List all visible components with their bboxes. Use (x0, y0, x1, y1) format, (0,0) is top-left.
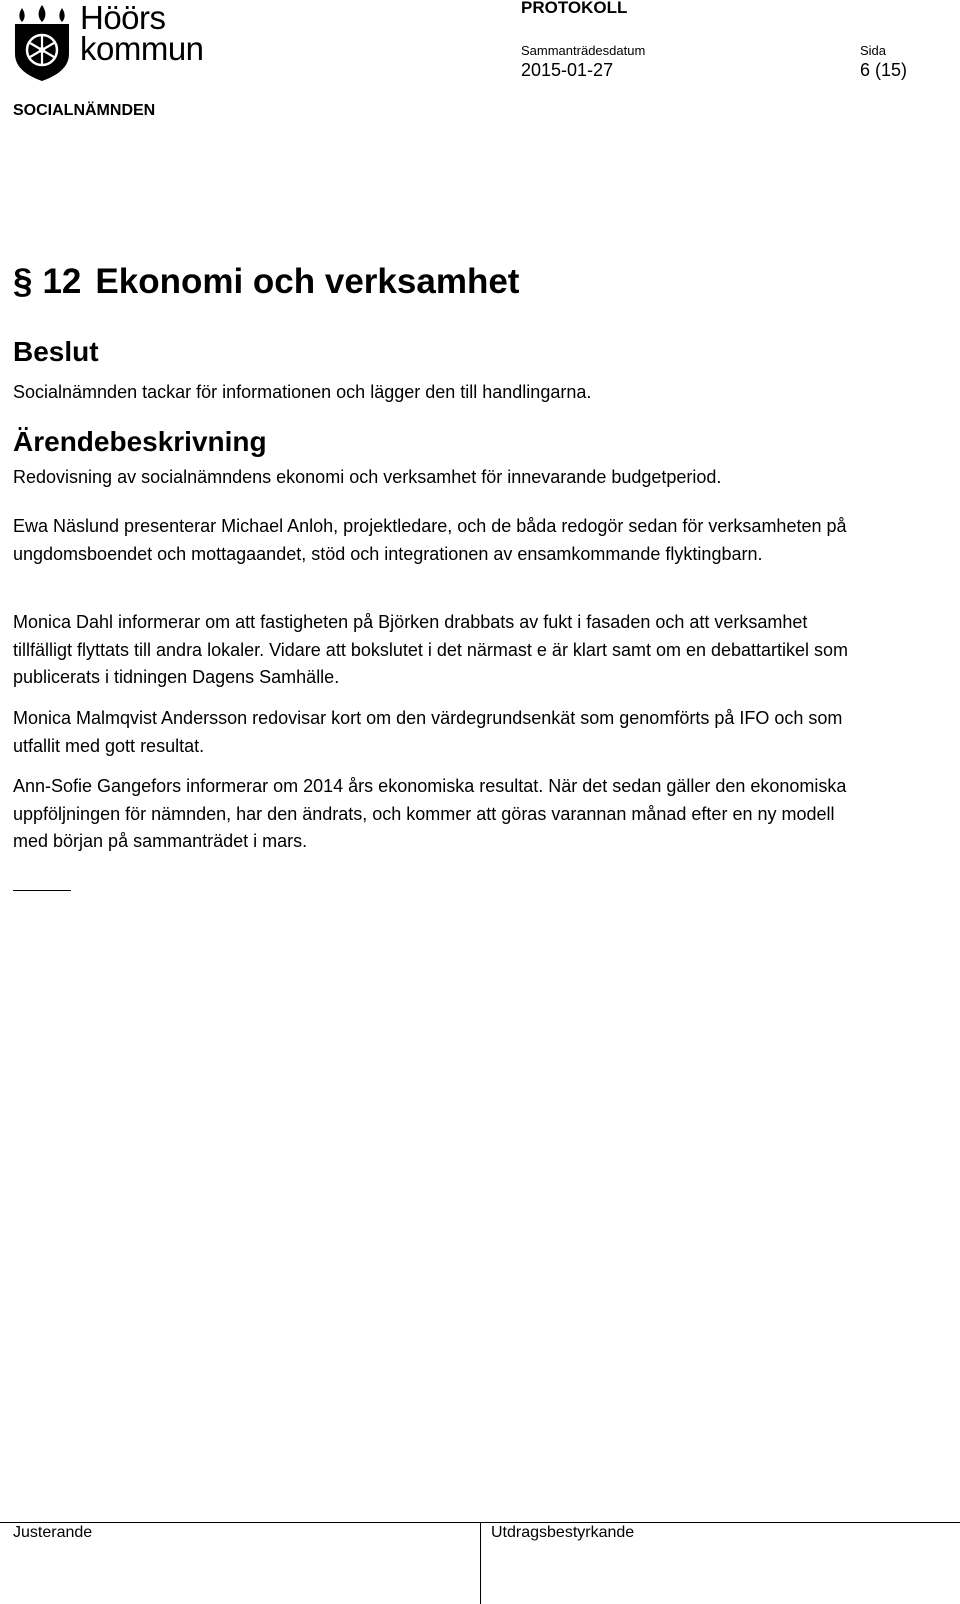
meeting-date: 2015-01-27 (521, 60, 614, 80)
logo-line-1: Höörs (80, 0, 166, 36)
department-name: SOCIALNÄMNDEN (13, 102, 156, 119)
decision-text: Socialnämnden tackar för informationen och lägger den till handlingarna. (13, 382, 592, 402)
section-heading: Ekonomi och verksamhet (95, 262, 520, 301)
page-label: Sida (860, 43, 887, 58)
meeting-date-label: Sammanträdesdatum (521, 43, 646, 58)
case-paragraph: Ann-Sofie Gangefors informerar om 2014 års ekonomiska resultat. När det sedan gäller den ekonomiska uppföljningen för nämnden, har den ändrats, och kommer att göras varannan månad efter en ny modell med början på sammanträdet i mars. (13, 776, 847, 851)
footer-column-divider (480, 1522, 481, 1604)
adjuster-signature-label: Justerande (13, 1524, 93, 1541)
section-title (13, 262, 519, 302)
logo-line-2: kommun (80, 30, 204, 67)
case-paragraph: Monica Dahl informerar om att fastigheten på Björken drabbats av fukt i fasaden och att verksamhet tillfälligt flyttats till andra lokaler. Vidare att bokslutet i det närmast e är klart samt om en debattartikel som publicerats i tidningen Dagens Samhälle. (13, 612, 849, 687)
case-description-heading: Ärendebeskrivning (13, 426, 267, 457)
section-number: 12 (42, 262, 82, 301)
coat-of-arms-icon (12, 2, 72, 82)
section-symbol: § (13, 262, 33, 301)
document-type: PROTOKOLL (521, 0, 628, 17)
case-paragraph: Monica Malmqvist Andersson redovisar kort om den värdegrundsenkät som genomförts på IFO och som utfallit med gott resultat. (13, 708, 843, 756)
case-paragraph: Ewa Näslund presenterar Michael Anloh, projektledare, och de båda redogör sedan för verksamheten på ungdomsboendet och mottagaandet, stöd och integrationen av ensamkommande flyktingbarn. (13, 516, 847, 564)
extract-certification-label: Utdragsbestyrkande (491, 1524, 635, 1541)
end-of-section-rule (13, 890, 71, 891)
decision-heading: Beslut (13, 336, 99, 367)
page-number: 6 (15) (860, 60, 908, 80)
case-paragraph: Redovisning av socialnämndens ekonomi och verksamhet för innevarande budgetperiod. (13, 467, 722, 487)
municipality-logo-text (80, 0, 204, 67)
